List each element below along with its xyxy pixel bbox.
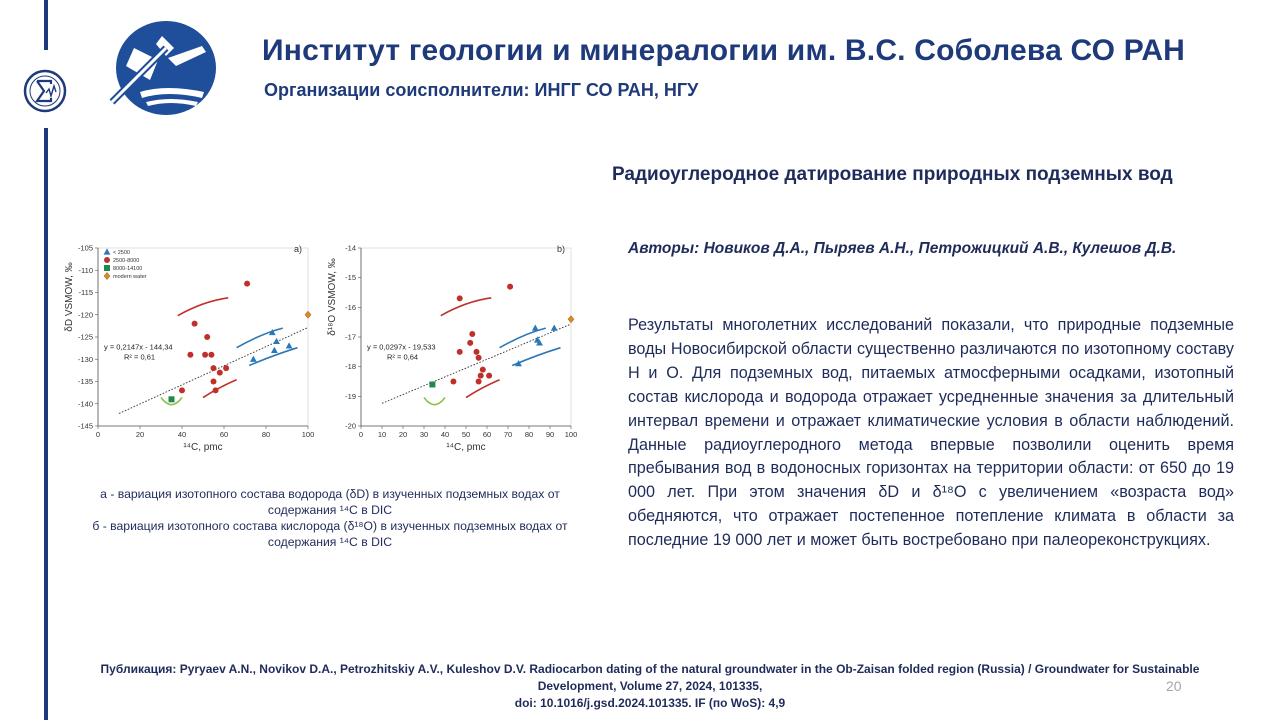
data-point-diamond	[305, 311, 311, 318]
x-tick-label: 0	[358, 430, 364, 439]
y-tick-label: -14	[345, 243, 356, 253]
data-point-triangle	[273, 338, 280, 344]
y-tick-label: -19	[345, 391, 356, 401]
data-point-circle	[457, 349, 463, 355]
data-point-square	[169, 396, 175, 402]
data-point-triangle	[532, 325, 539, 331]
data-point-circle	[469, 331, 475, 337]
data-point-circle	[223, 365, 229, 371]
legend-marker	[104, 248, 111, 254]
caption-line-b: б - вариация изотопного состава кислорода (δ¹⁸O) в изученных подземных водах от содержания ¹⁴C в DIC	[92, 519, 568, 549]
data-point-circle	[244, 281, 250, 287]
data-point-circle	[486, 373, 492, 379]
data-point-circle	[474, 349, 480, 355]
y-axis-label: δ¹⁸O VSMOW, ‰	[327, 258, 338, 336]
trend-r2: R² = 0,64	[387, 352, 419, 362]
data-point-circle	[192, 321, 198, 327]
x-tick-label: 60	[219, 430, 229, 439]
x-tick-label: 60	[482, 430, 492, 439]
trend-r2: R² = 0,61	[124, 352, 156, 362]
figure-caption	[70, 486, 590, 550]
trend-equation: y = 0,2147x - 144,34	[104, 342, 173, 352]
x-tick-label: 10	[377, 430, 387, 439]
data-point-triangle	[271, 347, 278, 353]
y-tick-label: -140	[77, 399, 93, 409]
data-point-circle	[507, 284, 513, 290]
legend-label: < 2500	[113, 250, 130, 256]
x-axis-label: ¹⁴C, pmc	[183, 442, 223, 453]
group-bracket	[178, 298, 228, 316]
x-tick-label: 20	[135, 430, 145, 439]
y-tick-label: -110	[78, 265, 93, 275]
chart-svg-a	[62, 238, 332, 460]
chart-svg-b	[325, 238, 595, 460]
data-point-circle	[217, 370, 223, 376]
x-tick-label: 50	[461, 430, 471, 439]
data-point-circle	[480, 367, 486, 373]
x-tick-label: 0	[95, 430, 101, 439]
group-bracket	[466, 380, 500, 398]
section-title: Радиоуглеродное датирование природных подземных вод	[612, 164, 1173, 185]
data-point-square	[429, 381, 435, 387]
legend-marker	[104, 257, 110, 263]
y-tick-label: -145	[77, 421, 93, 431]
y-tick-label: -125	[77, 332, 93, 342]
data-point-circle	[202, 352, 208, 358]
data-point-circle	[450, 379, 456, 385]
x-tick-label: 80	[524, 430, 534, 439]
body-text: Результаты многолетних исследований показали, что природные подземные воды Новосибирской области существенно различаются по изотопному составу H и O. Для подземных вод, питаемых атмосферными осадками, изотопный состав кислорода и водорода отражает усредненные значения за длительный интервал времени и отражает климатические условия в области наблюдений. Данные радиоуглеродного метода впервые позволили оценить время пребывания вод в водоносных горизонтах на территории области: от 650 до 19 000 лет. При этом значения δD и δ¹⁸O с увеличением «возраста вод» обедняются, что отражает постепенное потепление климата в области за последние 19 000 лет и может быть востребовано при палеореконструкциях.	[628, 316, 1234, 550]
x-tick-label: 80	[261, 430, 271, 439]
group-bracket	[441, 298, 491, 316]
x-axis-label: ¹⁴C, pmc	[446, 442, 486, 453]
data-point-circle	[208, 352, 214, 358]
legend-label: 2500-8000	[113, 258, 140, 264]
y-tick-label: -17	[345, 332, 356, 342]
data-point-circle	[467, 340, 473, 346]
publication-line-2: Development, Volume 27, 2024, 101335,	[537, 679, 763, 693]
data-point-diamond	[568, 316, 574, 323]
data-point-circle	[187, 352, 193, 358]
data-point-circle	[213, 387, 219, 393]
y-tick-label: -130	[77, 354, 93, 364]
data-point-circle	[211, 379, 217, 385]
group-bracket	[424, 398, 445, 405]
y-axis-label: δD VSMOW, ‰	[64, 262, 75, 332]
data-point-circle	[478, 373, 484, 379]
left-border-line-bottom	[44, 128, 48, 720]
y-tick-label: -20	[345, 421, 356, 431]
institute-logo-icon	[106, 18, 218, 118]
x-tick-label: 100	[564, 430, 578, 439]
y-tick-label: -135	[77, 377, 93, 386]
y-tick-label: -16	[345, 302, 356, 312]
data-point-triangle	[250, 356, 257, 362]
sigma-logo-icon	[22, 68, 68, 114]
publication-reference	[80, 661, 1220, 712]
page-number: 20	[1166, 678, 1182, 694]
data-point-circle	[204, 334, 210, 340]
y-tick-label: -120	[77, 310, 93, 320]
data-point-circle	[476, 379, 482, 385]
data-point-circle	[179, 387, 185, 393]
panel-label: a)	[293, 244, 302, 254]
y-tick-label: -115	[78, 288, 93, 297]
authors: Авторы: Новиков Д.А., Пыряев А.Н., Петрожицкий А.В., Кулешов Д.В.	[628, 240, 1177, 257]
publication-line-3: doi: 10.1016/j.gsd.2024.101335. IF (по WoS): 4,9	[514, 696, 786, 710]
caption-line-a: а - вариация изотопного состава водорода (δD) в изученных подземных водах от содержания ¹⁴C в DIC	[100, 487, 560, 517]
legend-label: modern water	[113, 274, 147, 280]
y-tick-label: -15	[345, 273, 356, 283]
data-point-circle	[211, 365, 217, 371]
data-point-triangle	[286, 342, 293, 348]
x-tick-label: 30	[419, 430, 429, 439]
x-tick-label: 40	[440, 430, 450, 439]
data-point-triangle	[551, 325, 558, 331]
page-title: Институт геологии и минералогии им. В.С. Соболева СО РАН	[262, 34, 1186, 67]
data-point-circle	[457, 295, 463, 301]
page-subtitle: Организации соисполнители: ИНГГ СО РАН, НГУ	[264, 80, 699, 100]
data-point-circle	[476, 355, 482, 361]
trend-equation: y = 0,0297x - 19,533	[367, 342, 436, 352]
left-border-line-top	[44, 0, 48, 50]
chart-delta-d	[62, 238, 332, 460]
legend-marker	[104, 265, 110, 271]
legend-label: 8000-14100	[113, 266, 143, 272]
x-tick-label: 90	[545, 430, 555, 439]
chart-delta-18o	[325, 238, 595, 460]
panel-label: b)	[556, 244, 565, 254]
y-tick-label: -18	[345, 362, 356, 372]
y-tick-label: -105	[77, 243, 93, 253]
publication-line-1: Публикация: Pyryaev A.N., Novikov D.A., Petrozhitskiy A.V., Kuleshov D.V. Radiocarbon dating of the natural groundwater in the Ob-Zaisan folded region (Russia) / Groundwater for Sustainable	[100, 662, 1200, 676]
group-bracket	[237, 328, 283, 348]
x-tick-label: 70	[503, 430, 513, 439]
legend-marker	[104, 272, 110, 279]
group-bracket	[203, 380, 237, 398]
x-tick-label: 40	[177, 430, 187, 439]
x-tick-label: 20	[398, 430, 408, 439]
x-tick-label: 100	[301, 430, 315, 439]
